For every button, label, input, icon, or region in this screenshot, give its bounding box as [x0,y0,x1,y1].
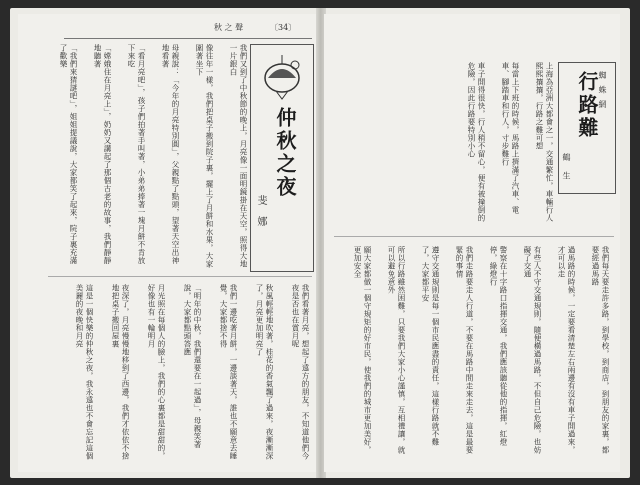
paragraph-column: 「明年的中秋，我們還要在一起過」，母親笑著說，大家都點頭答應 [183,284,202,449]
section-divider [48,276,312,277]
article-title: 仲秋之夜 [273,107,297,199]
paragraph-column: 像往年一樣，我們把桌子搬到院子裏，擺上了月餅和水果，大家圍著坐下 [195,44,214,268]
paragraph-column: 我們看著月亮，想起了遠方的朋友，不知道他們今夜是否也在賞月呢 [291,284,310,460]
paragraph-column: 「看月亮吧」，孩子們拍著手叫著，小弟弟捧著一塊月餅不肯放下來吃 [127,44,146,265]
paragraph-column: 夜深了，月亮慢慢地移到了西邊，我們才依依不捨地把桌子搬回屋裏 [111,284,130,460]
paragraph-column: 每當上下班的時候，馬路上擠滿了汽車、電車、腳踏車和行人，寸步難行 [501,62,520,214]
paragraph-column: 車子開得很快，行人稍不留心，便有被撞倒的危險，因此行路要特別小心 [467,62,486,222]
paragraph-column: 我們又到了中秋節的晚上，月亮像一面明鏡掛在天空，照得大地一片銀白 [229,44,248,268]
page-number: 〔34〕 [270,23,297,32]
paragraph-column: 這是一個快樂的仲秋之夜，我永遠也不會忘記這個美麗的夜晚和月亮 [75,284,94,460]
paragraph-column: 「嫦娥住在月亮上」，奶奶又講起了那個古老的故事，我們靜靜地聽著 [93,44,112,265]
author-name: 鶴 生 [562,153,571,184]
section-divider [334,236,614,237]
paragraph-column: 母親說：「今年的月亮特別圓」，父親點了點頭，望著天空出神地看著 [161,44,180,265]
paragraph-column: 願大家都做一個守規矩的好市民，使我們的城市更加美好，更加安全 [353,246,372,454]
paragraph-column: 我們走路要走人行道，不要在馬路中間走來走去，這是最要緊的事情 [455,246,474,454]
paragraph-column: 我們一邊吃著月餅，一邊談著天，誰也不願意去睡覺，大家都捨不得 [219,284,238,460]
title-box [558,62,616,194]
paragraph-column: 所以行路雖然困難，只要我們大家小心謹慎，互相禮讓，就可以避免意外 [387,246,406,454]
magazine-spread [10,8,630,478]
paragraph-column: 秋風輕輕地吹著，桂花的香氣飄了過來，夜漸漸深了，月亮更加明亮了 [255,284,274,460]
running-header: 秋 之 聲 [214,23,244,32]
paragraph-column: 上海為亞洲大都會之一，交通繁忙，車輛行人熙熙攘攘，行路之難可想 [535,62,554,222]
paragraph-column: 月光照在每個人的臉上，我們的心裏都是甜甜的，好像也有一輪明月 [147,284,166,460]
paragraph-column: 「我們來猜謎吧」，姐姐提議說，大家都笑了起來，院子裏充滿了歡樂 [59,44,78,265]
right-page [324,14,620,472]
column-label: 蜘 蛛 網 [598,71,607,111]
paragraph-column: 我們每天要走許多路，到學校，到商店，到朋友的家裏，都要經過馬路 [591,246,610,454]
lantern-illustration-icon [256,51,308,101]
author-name: 斐 娜 [255,195,266,231]
paragraph-column: 遵守交通規則是每一個市民應盡的責任，這樣行路就不難了，大家都平安 [421,246,440,446]
paragraph-column: 警察在十字路口指揮交通，我們應該聽從他的指揮，紅燈停，綠燈行 [489,246,508,446]
left-page [18,14,318,472]
paragraph-column: 過馬路的時候，一定要看清楚左右兩邊有沒有車子開過來，才可以走 [557,246,576,454]
article-title: 行路難 [575,71,599,140]
paragraph-column: 有些人不守交通規則，隨便橫過馬路，不但自己危險，也妨礙了交通 [523,246,542,454]
header-rule [64,38,312,39]
title-box [250,44,314,272]
